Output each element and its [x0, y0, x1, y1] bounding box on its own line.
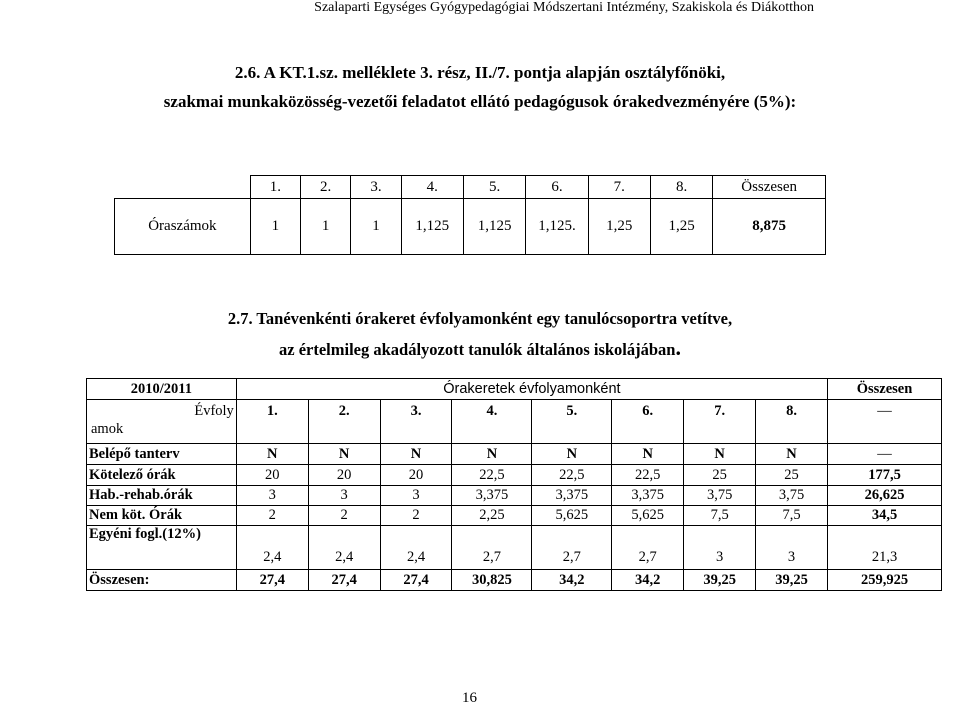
table-row [87, 506, 942, 526]
table-row [87, 570, 942, 591]
table-cell: 27,4 [380, 570, 452, 591]
table-cell: 1,25 [588, 199, 650, 255]
table-cell: N [532, 444, 612, 465]
row-label: Egyéni fogl.(12%) [87, 526, 237, 570]
section-2-7-title-line2-text: az értelmileg akadályozott tanulók általános iskolájában [279, 340, 676, 359]
table-cell: 1 [351, 199, 401, 255]
table-cell: N [236, 444, 308, 465]
table-cell: 22,5 [532, 465, 612, 486]
table-cell: 2 [380, 506, 452, 526]
grade-header: 2. [301, 176, 351, 199]
table-cell: 1 [250, 199, 300, 255]
table-cell: 2,4 [236, 526, 308, 570]
table-cell: 3,75 [684, 486, 756, 506]
table-header-row [87, 379, 942, 400]
page-number: 16 [462, 690, 477, 706]
table-cell: 20 [380, 465, 452, 486]
table-cell: 3,375 [532, 486, 612, 506]
table-cell: 1,125. [526, 199, 588, 255]
table-cell: 2 [236, 506, 308, 526]
table-cell: 5,625 [612, 506, 684, 526]
table-cell: 2,25 [452, 506, 532, 526]
table-cell: 2,7 [612, 526, 684, 570]
table-cell: 20 [308, 465, 380, 486]
row-label: Kötelező órák [87, 465, 237, 486]
title-period: . [675, 335, 681, 360]
total-header: Összesen [713, 176, 826, 199]
table-cell: 1,125 [463, 199, 525, 255]
grade-header: 7. [684, 400, 756, 444]
table-cell: 5,625 [532, 506, 612, 526]
table-cell: 7,5 [756, 506, 828, 526]
row-label: Hab.-rehab.órák [87, 486, 237, 506]
section-2-7-title-line1: 2.7. Tanévenkénti órakeret évfolyamonként egy tanulócsoportra vetítve, [227, 309, 733, 328]
hours-by-grade-table [86, 378, 942, 591]
table-row [87, 465, 942, 486]
span-header: Órakeretek évfolyamonként [236, 379, 827, 400]
table-cell: 2,4 [308, 526, 380, 570]
table-cell: 1,25 [650, 199, 712, 255]
table-row [87, 526, 942, 570]
total-header: Összesen [828, 379, 942, 400]
grade-header: 7. [588, 176, 650, 199]
total-cell: 26,625 [828, 486, 942, 506]
table-cell: 2 [308, 506, 380, 526]
section-2-6-title-line1: 2.6. A KT.1.sz. melléklete 3. rész, II./7. pontja alapján osztályfőnöki, [234, 63, 726, 82]
discount-hours-table [114, 175, 826, 255]
table-cell: 22,5 [612, 465, 684, 486]
table-cell: N [452, 444, 532, 465]
grade-header: 1. [250, 176, 300, 199]
table-cell: 7,5 [684, 506, 756, 526]
row-label: Belépő tanterv [87, 444, 237, 465]
grade-header: 5. [463, 176, 525, 199]
school-year: 2010/2011 [87, 379, 237, 400]
section-2-7-title-line2 [0, 333, 960, 364]
grade-header: 6. [612, 400, 684, 444]
table-cell: 1 [301, 199, 351, 255]
table-cell: 25 [756, 465, 828, 486]
grade-header: 3. [351, 176, 401, 199]
total-cell: 259,925 [828, 570, 942, 591]
grade-header: 1. [236, 400, 308, 444]
table-cell: 22,5 [452, 465, 532, 486]
grades-row [87, 400, 942, 444]
table-cell: 39,25 [684, 570, 756, 591]
grade-header: 5. [532, 400, 612, 444]
table-cell: 39,25 [756, 570, 828, 591]
row-label: Óraszámok [115, 199, 251, 255]
table-cell: 3 [308, 486, 380, 506]
table-cell: 27,4 [236, 570, 308, 591]
grades-label-a: Évfoly [194, 403, 234, 419]
table-cell: 34,2 [532, 570, 612, 591]
section-2-6-title [0, 58, 960, 116]
table-cell: 1,125 [401, 199, 463, 255]
total-cell: 8,875 [713, 199, 826, 255]
table-cell: 3,375 [612, 486, 684, 506]
table-cell: 3 [756, 526, 828, 570]
total-cell: — [828, 444, 942, 465]
grades-label-b: amok [91, 421, 124, 437]
table-cell: 34,2 [612, 570, 684, 591]
table-cell: N [380, 444, 452, 465]
dash-cell: — [828, 400, 942, 444]
table-cell: 3,75 [756, 486, 828, 506]
page-header: Szalaparti Egységes Gyógypedagógiai Módszertani Intézmény, Szakiskola és Diákotthon [314, 0, 814, 15]
table-cell: 3 [236, 486, 308, 506]
table-cell: 30,825 [452, 570, 532, 591]
table-row [115, 199, 826, 255]
table-row [87, 486, 942, 506]
table-cell: N [684, 444, 756, 465]
total-cell: 34,5 [828, 506, 942, 526]
section-2-7-title [0, 304, 960, 364]
empty-corner-cell [115, 176, 251, 199]
table-cell: 25 [684, 465, 756, 486]
grade-header: 4. [452, 400, 532, 444]
grade-header: 8. [756, 400, 828, 444]
table-cell: 2,7 [532, 526, 612, 570]
grade-header: 2. [308, 400, 380, 444]
grades-label [87, 400, 237, 444]
grade-header: 3. [380, 400, 452, 444]
table-cell: 3,375 [452, 486, 532, 506]
table-cell: N [612, 444, 684, 465]
grade-header: 4. [401, 176, 463, 199]
table-cell: N [308, 444, 380, 465]
section-2-6-title-line2: szakmai munkaközösség-vezetői feladatot ellátó pedagógusok órakedvezményére (5%): [163, 92, 797, 111]
table-cell: N [756, 444, 828, 465]
table-cell: 3 [380, 486, 452, 506]
table-row [87, 444, 942, 465]
row-label: Nem köt. Órák [87, 506, 237, 526]
total-cell: 21,3 [828, 526, 942, 570]
total-cell: 177,5 [828, 465, 942, 486]
table-cell: 2,7 [452, 526, 532, 570]
grade-header: 8. [650, 176, 712, 199]
table-cell: 3 [684, 526, 756, 570]
table-cell: 27,4 [308, 570, 380, 591]
table-cell: 20 [236, 465, 308, 486]
row-label: Összesen: [87, 570, 237, 591]
grade-header: 6. [526, 176, 588, 199]
table-header-row [115, 176, 826, 199]
table-cell: 2,4 [380, 526, 452, 570]
